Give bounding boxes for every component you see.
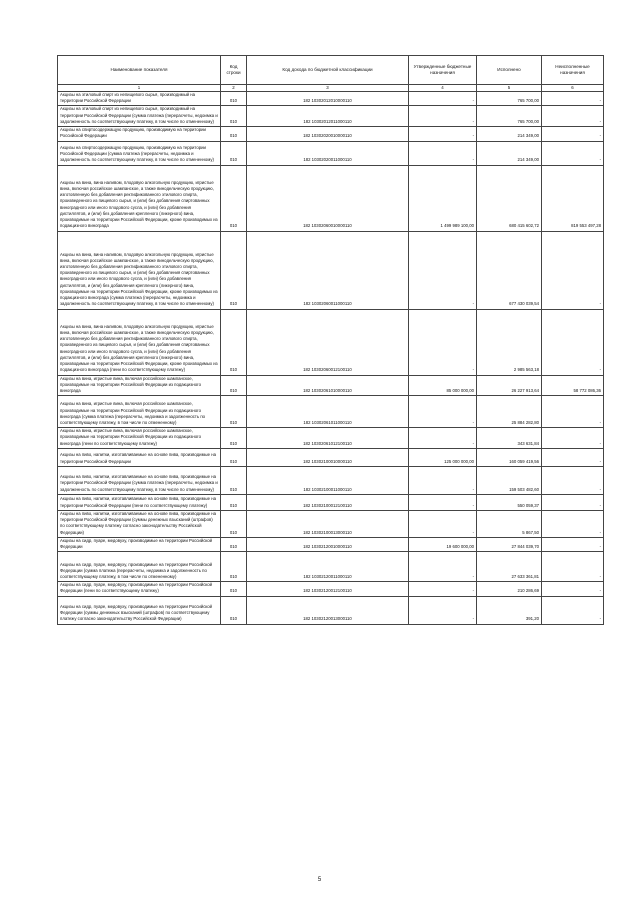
table-row: [58, 596, 604, 624]
executed-amount-cell: 550 059,37: [477, 494, 542, 510]
line-code-cell: 010: [221, 596, 247, 624]
table-row: [58, 141, 604, 165]
line-code-cell: 010: [221, 428, 247, 449]
indicator-name-cell: Акцизы на спиртосодержащую продукцию, производимую на территории Российской Федерации: [58, 127, 221, 141]
approved-amount-cell: 85 000 000,00: [409, 375, 477, 396]
executed-amount-cell: 765 700,00: [477, 106, 542, 127]
indicator-name-cell: Акцизы на вина, вина наливом, плодовую алкогольную продукцию, игристые вина, включая российское шампанское, а также винодельческую продукцию, изготовленную без добавления ректификованного этилового спирта, произведенного из пищевого сырья, и (или) без добавления спиртованных виноградного или иного плодового сусла, и (или) без добавления дистиллятов, и (или) без добавления крепленого (ликерного) вина, производимые на территории Российской Федерации, кроме производимых из подакцизного винограда (пени по соответствующему платежу): [58, 309, 221, 375]
income-code-cell: 182 10302100010000110: [247, 448, 409, 466]
header-unexecuted: Неисполненные назначения: [542, 56, 604, 85]
income-code-cell: 182 10302060012100110: [247, 309, 409, 375]
indicator-name-cell: Акцизы на этиловый спирт из непищевого сырья, производимый на территории Российской Федерации: [58, 92, 221, 106]
indicator-name-cell: Акцизы на вина, игристые вина, включая российское шампанское, производимые на территории Российской Федерации из подакцизного винограда: [58, 375, 221, 396]
table-row: [58, 309, 604, 375]
indicator-name-cell: Акцизы на пиво, напитки, изготавливаемые на основе пива, производимые на территории Российской Федерации (сумма платежа (перерасчеты, недоимка и задолженность по соответствующему платежу, в том числе по отмененному): [58, 466, 221, 494]
table-row: [58, 428, 604, 449]
column-number: 5: [477, 85, 542, 92]
column-number: 1: [58, 85, 221, 92]
executed-amount-cell: 160 059 419,56: [477, 448, 542, 466]
income-code-cell: 182 10302012010000110: [247, 92, 409, 106]
indicator-name-cell: Акцизы на сидр, пуаре, медовуху, производимые на территории Российской Федерации: [58, 537, 221, 551]
approved-amount-cell: -: [409, 510, 477, 537]
unexecuted-amount-cell: -: [542, 92, 604, 106]
line-code-cell: 010: [221, 127, 247, 141]
line-code-cell: 010: [221, 141, 247, 165]
line-code-cell: 010: [221, 375, 247, 396]
approved-amount-cell: -: [409, 106, 477, 127]
approved-amount-cell: -: [409, 231, 477, 309]
header-income-code: Код дохода по бюджетной классификации: [247, 56, 409, 85]
header-approved: Утвержденные бюджетные назначения: [409, 56, 477, 85]
approved-amount-cell: -: [409, 582, 477, 596]
table-row: [58, 466, 604, 494]
executed-amount-cell: 680 415 602,72: [477, 165, 542, 231]
table-row: [58, 165, 604, 231]
table-row: [58, 494, 604, 510]
income-code-cell: 182 10302061010000110: [247, 375, 409, 396]
unexecuted-amount-cell: 58 772 086,36: [542, 375, 604, 396]
page-number: 5: [317, 877, 322, 883]
executed-amount-cell: 677 430 039,54: [477, 231, 542, 309]
executed-amount-cell: 2 985 563,18: [477, 309, 542, 375]
header-indicator-name: Наименование показателя: [58, 56, 221, 85]
executed-amount-cell: 210 286,69: [477, 582, 542, 596]
line-code-cell: 010: [221, 106, 247, 127]
income-code-cell: 182 10302100011000110: [247, 466, 409, 494]
income-code-cell: 182 10302060010000110: [247, 165, 409, 231]
unexecuted-amount-cell: 819 553 497,28: [542, 165, 604, 231]
indicator-name-cell: Акцизы на пиво, напитки, изготавливаемые на основе пива, производимые на территории Российской Федерации (суммы денежных взысканий (штрафов) по соответствующему платежу согласно законодательству Российской Федерации): [58, 510, 221, 537]
table-row: [58, 552, 604, 582]
indicator-name-cell: Акцизы на сидр, пуаре, медовуху, производимые на территории Российской Федерации (пени по соответствующему платежу): [58, 582, 221, 596]
indicator-name-cell: Акцизы на сидр, пуаре, медовуху, производимые на территории Российской Федерации (сумма платежа (перерасчеты, недоимка и задолженность по соответствующему платежу, в том числе по отмененному): [58, 552, 221, 582]
income-code-cell: 182 10302120011000110: [247, 552, 409, 582]
approved-amount-cell: 19 600 000,00: [409, 537, 477, 551]
unexecuted-amount-cell: -: [542, 428, 604, 449]
line-code-cell: 010: [221, 448, 247, 466]
unexecuted-amount-cell: -: [542, 127, 604, 141]
header-executed: Исполнено: [477, 56, 542, 85]
unexecuted-amount-cell: -: [542, 309, 604, 375]
income-code-cell: 182 10302012011000110: [247, 106, 409, 127]
income-code-cell: 182 10302120013000110: [247, 596, 409, 624]
approved-amount-cell: -: [409, 552, 477, 582]
approved-amount-cell: -: [409, 309, 477, 375]
indicator-name-cell: Акцизы на спиртосодержащую продукцию, производимую на территории Российской Федерации (сумма платежа (перерасчеты, недоимка и задолженность по соответствующему платежу, в том числе по отмененному): [58, 141, 221, 165]
income-code-cell: 182 10302100013000110: [247, 510, 409, 537]
indicator-name-cell: Акцизы на этиловый спирт из непищевого сырья, производимый на территории Российской Федерации (сумма платежа (перерасчеты, недоимка и задолженность по соответствующему платежу, в том числе по отмененному): [58, 106, 221, 127]
unexecuted-amount-cell: -: [542, 466, 604, 494]
income-execution-table: [57, 55, 604, 625]
indicator-name-cell: Акцизы на вина, игристые вина, включая российское шампанское, производимые на территории Российской Федерации из подакцизного винограда (пени по соответствующему платежу): [58, 428, 221, 449]
line-code-cell: 010: [221, 510, 247, 537]
executed-amount-cell: 214 349,00: [477, 127, 542, 141]
approved-amount-cell: -: [409, 127, 477, 141]
income-code-cell: 182 10302060011000110: [247, 231, 409, 309]
table-row: [58, 510, 604, 537]
line-code-cell: 010: [221, 309, 247, 375]
indicator-name-cell: Акцизы на вина, вина наливом, плодовую алкогольную продукцию, игристые вина, включая российское шампанское, а также винодельческую продукцию, изготовленную без добавления ректификованного этилового спирта, произведенного из пищевого сырья, и (или) без добавления спиртованных виноградного или иного плодового сусла, и (или) без добавления дистиллятов, и (или) без добавления крепленого (ликерного) вина, производимые на территории Российской Федерации, кроме производимых из подакцизного винограда: [58, 165, 221, 231]
approved-amount-cell: -: [409, 141, 477, 165]
line-code-cell: 010: [221, 165, 247, 231]
line-code-cell: 010: [221, 494, 247, 510]
column-number-row: [58, 85, 604, 92]
table-row: [58, 537, 604, 551]
table-header-row: [58, 56, 604, 85]
table-row: [58, 582, 604, 596]
column-number: 2: [221, 85, 247, 92]
approved-amount-cell: 1 499 989 100,00: [409, 165, 477, 231]
income-code-cell: 182 10302020011000110: [247, 141, 409, 165]
executed-amount-cell: 343 631,84: [477, 428, 542, 449]
executed-amount-cell: 5 867,50: [477, 510, 542, 537]
table-row: [58, 127, 604, 141]
executed-amount-cell: 25 884 282,80: [477, 396, 542, 428]
income-code-cell: 182 10302061012100110: [247, 428, 409, 449]
line-code-cell: 010: [221, 92, 247, 106]
unexecuted-amount-cell: -: [542, 494, 604, 510]
line-code-cell: 010: [221, 537, 247, 551]
unexecuted-amount-cell: -: [542, 582, 604, 596]
indicator-name-cell: Акцизы на пиво, напитки, изготавливаемые на основе пива, производимые на территории Российской Федерации: [58, 448, 221, 466]
indicator-name-cell: Акцизы на сидр, пуаре, медовуху, производимые на территории Российской Федерации (суммы денежных взысканий (штрафов) по соответствующему платежу согласно законодательству Российской Федерации): [58, 596, 221, 624]
table-row: [58, 106, 604, 127]
column-number: 4: [409, 85, 477, 92]
income-code-cell: 182 10302120012100110: [247, 582, 409, 596]
income-code-cell: 182 10302061011000110: [247, 396, 409, 428]
executed-amount-cell: 26 227 913,64: [477, 375, 542, 396]
table-row: [58, 231, 604, 309]
unexecuted-amount-cell: -: [542, 141, 604, 165]
column-number: 3: [247, 85, 409, 92]
executed-amount-cell: 765 700,00: [477, 92, 542, 106]
indicator-name-cell: Акцизы на вина, вина наливом, плодовую алкогольную продукцию, игристые вина, включая российское шампанское, а также винодельческую продукцию, изготовленную без добавления ректификованного этилового спирта, произведенного из пищевого сырья, и (или) без добавления спиртованных виноградного или иного плодового сусла, и (или) без добавления дистиллятов, и (или) без добавления крепленого (ликерного) вина, производимые на территории Российской Федерации, кроме производимых из подакцизного винограда (сумма платежа (перерасчеты, недоимка и задолженность по соответствующему платежу, в том числе по отмененному): [58, 231, 221, 309]
approved-amount-cell: -: [409, 92, 477, 106]
executed-amount-cell: 391,20: [477, 596, 542, 624]
line-code-cell: 010: [221, 552, 247, 582]
indicator-name-cell: Акцизы на вина, игристые вина, включая российское шампанское, производимые на территории Российской Федерации из подакцизного винограда (сумма платежа (перерасчеты, недоимка и задолженность по соответствующему платежу, в том числе по отмененному): [58, 396, 221, 428]
executed-amount-cell: 159 503 482,60: [477, 466, 542, 494]
executed-amount-cell: 27 844 039,70: [477, 537, 542, 551]
table-body: [58, 92, 604, 625]
indicator-name-cell: Акцизы на пиво, напитки, изготавливаемые на основе пива, производимые на территории Российской Федерации (пени по соответствующему платежу): [58, 494, 221, 510]
unexecuted-amount-cell: -: [542, 231, 604, 309]
unexecuted-amount-cell: -: [542, 596, 604, 624]
unexecuted-amount-cell: -: [542, 396, 604, 428]
approved-amount-cell: -: [409, 396, 477, 428]
approved-amount-cell: -: [409, 428, 477, 449]
unexecuted-amount-cell: -: [542, 106, 604, 127]
income-code-cell: 182 10302100012100110: [247, 494, 409, 510]
unexecuted-amount-cell: -: [542, 510, 604, 537]
approved-amount-cell: -: [409, 466, 477, 494]
unexecuted-amount-cell: -: [542, 537, 604, 551]
table-row: [58, 375, 604, 396]
unexecuted-amount-cell: -: [542, 448, 604, 466]
table-row: [58, 92, 604, 106]
approved-amount-cell: -: [409, 494, 477, 510]
header-line-code: Код строки: [221, 56, 247, 85]
column-number: 6: [542, 85, 604, 92]
income-code-cell: 182 10302020010000110: [247, 127, 409, 141]
line-code-cell: 010: [221, 582, 247, 596]
approved-amount-cell: 125 000 000,00: [409, 448, 477, 466]
unexecuted-amount-cell: -: [542, 552, 604, 582]
approved-amount-cell: -: [409, 596, 477, 624]
executed-amount-cell: 214 349,00: [477, 141, 542, 165]
table-row: [58, 448, 604, 466]
executed-amount-cell: 27 633 361,81: [477, 552, 542, 582]
line-code-cell: 010: [221, 231, 247, 309]
line-code-cell: 010: [221, 466, 247, 494]
table-row: [58, 396, 604, 428]
line-code-cell: 010: [221, 396, 247, 428]
income-code-cell: 182 10302120010000110: [247, 537, 409, 551]
